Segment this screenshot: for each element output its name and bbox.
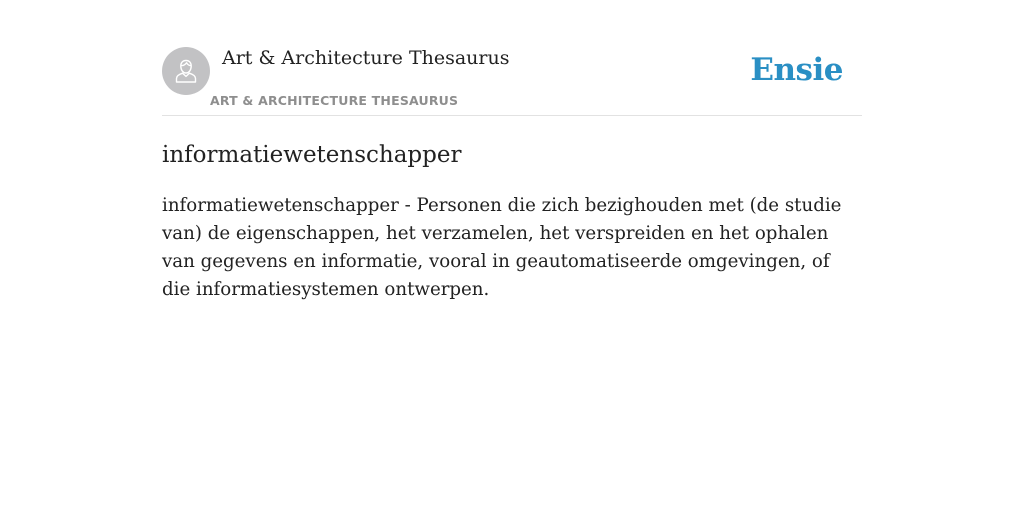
author-name[interactable]: Art & Architecture Thesaurus xyxy=(222,47,510,69)
avatar[interactable] xyxy=(162,47,210,95)
entry-term: informatiewetenschapper xyxy=(162,142,462,168)
source-label[interactable]: ART & ARCHITECTURE THESAURUS xyxy=(210,93,459,108)
entry-definition: informatiewetenschapper - Personen die zich bezighouden met (de studie van) de eigenschappen, het verzamelen, het verspreiden en het ophalen van gegevens en informatie, vooral in geautomatiseerde omgevingen, of die informatiesystemen ontwerpen. xyxy=(162,195,842,300)
page xyxy=(162,0,862,300)
user-silhouette-icon xyxy=(171,56,201,86)
header xyxy=(162,0,862,116)
ensie-logo[interactable]: Ensie xyxy=(750,52,843,88)
